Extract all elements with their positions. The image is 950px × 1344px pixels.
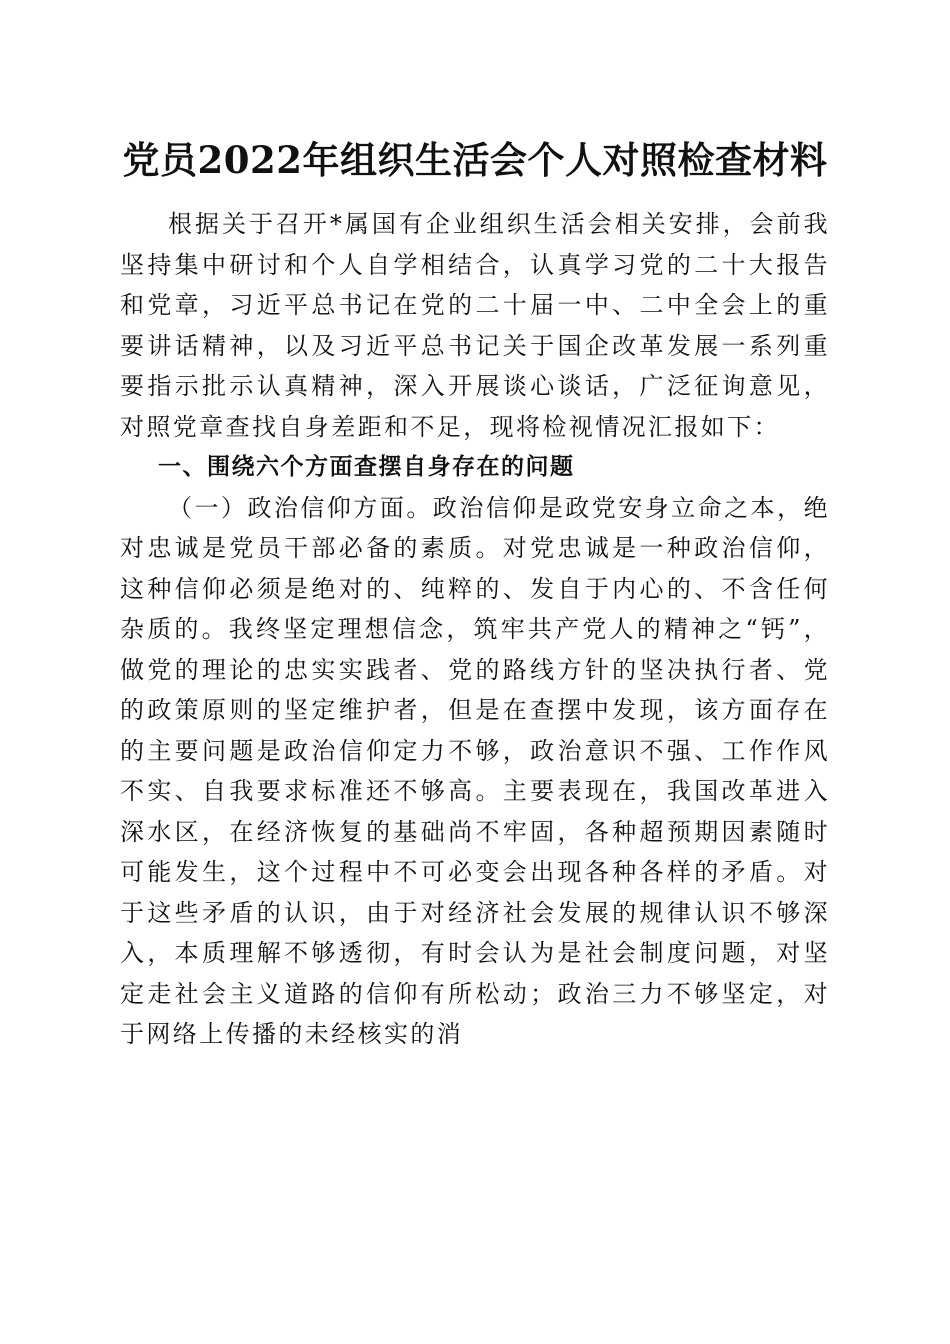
intro-paragraph: 根据关于召开*属国有企业组织生活会相关安排，会前我坚持集中研讨和个人自学相结合，认真学习党的二十大报告和党章，习近平总书记在党的二十届一中、二中全会上的重要讲话精神，以及习近平总书记关于国企改革发展一系列重要指示批示认真精神，深入开展谈心谈话，广泛征询意见，对照党章查找自身差距和不足，现将检视情况汇报如下： bbox=[120, 210, 830, 441]
document-title: 党员2022年组织生活会个人对照检查材料 bbox=[122, 138, 828, 182]
section-paragraph: （一）政治信仰方面。政治信仰是政党安身立命之本，绝对忠诚是党员干部必备的素质。对党忠诚是一种政治信仰，这种信仰必须是绝对的、纯粹的、发自于内心的、不含任何杂质的。我终坚定理想信念，筑牢共产党人的精神之“钙”，做党的理论的忠实实践者、党的路线方针的坚决执行者、党的政策原则的坚定维护者，但是在查摆中发现，该方面存在的主要问题是政治信仰定力不够，政治意识不强、工作作风不实、自我要求标准还不够高。主要表现在，我国改革进入深水区，在经济恢复的基础尚不牢固，各种超预期因素随时可能发生，这个过程中不可必变会出现各种各样的矛盾。对于这些矛盾的认识，由于对经济社会发展的规律认识不够深入，本质理解不够透彻，有时会认为是社会制度问题，对坚定走社会主义道路的信仰有所松动；政治三力不够坚定，对于网络上传播的未经核实的消 bbox=[120, 493, 830, 1048]
section-heading: 一、围绕六个方面查摆自身存在的问题 bbox=[158, 454, 575, 480]
document-body bbox=[120, 204, 830, 1055]
